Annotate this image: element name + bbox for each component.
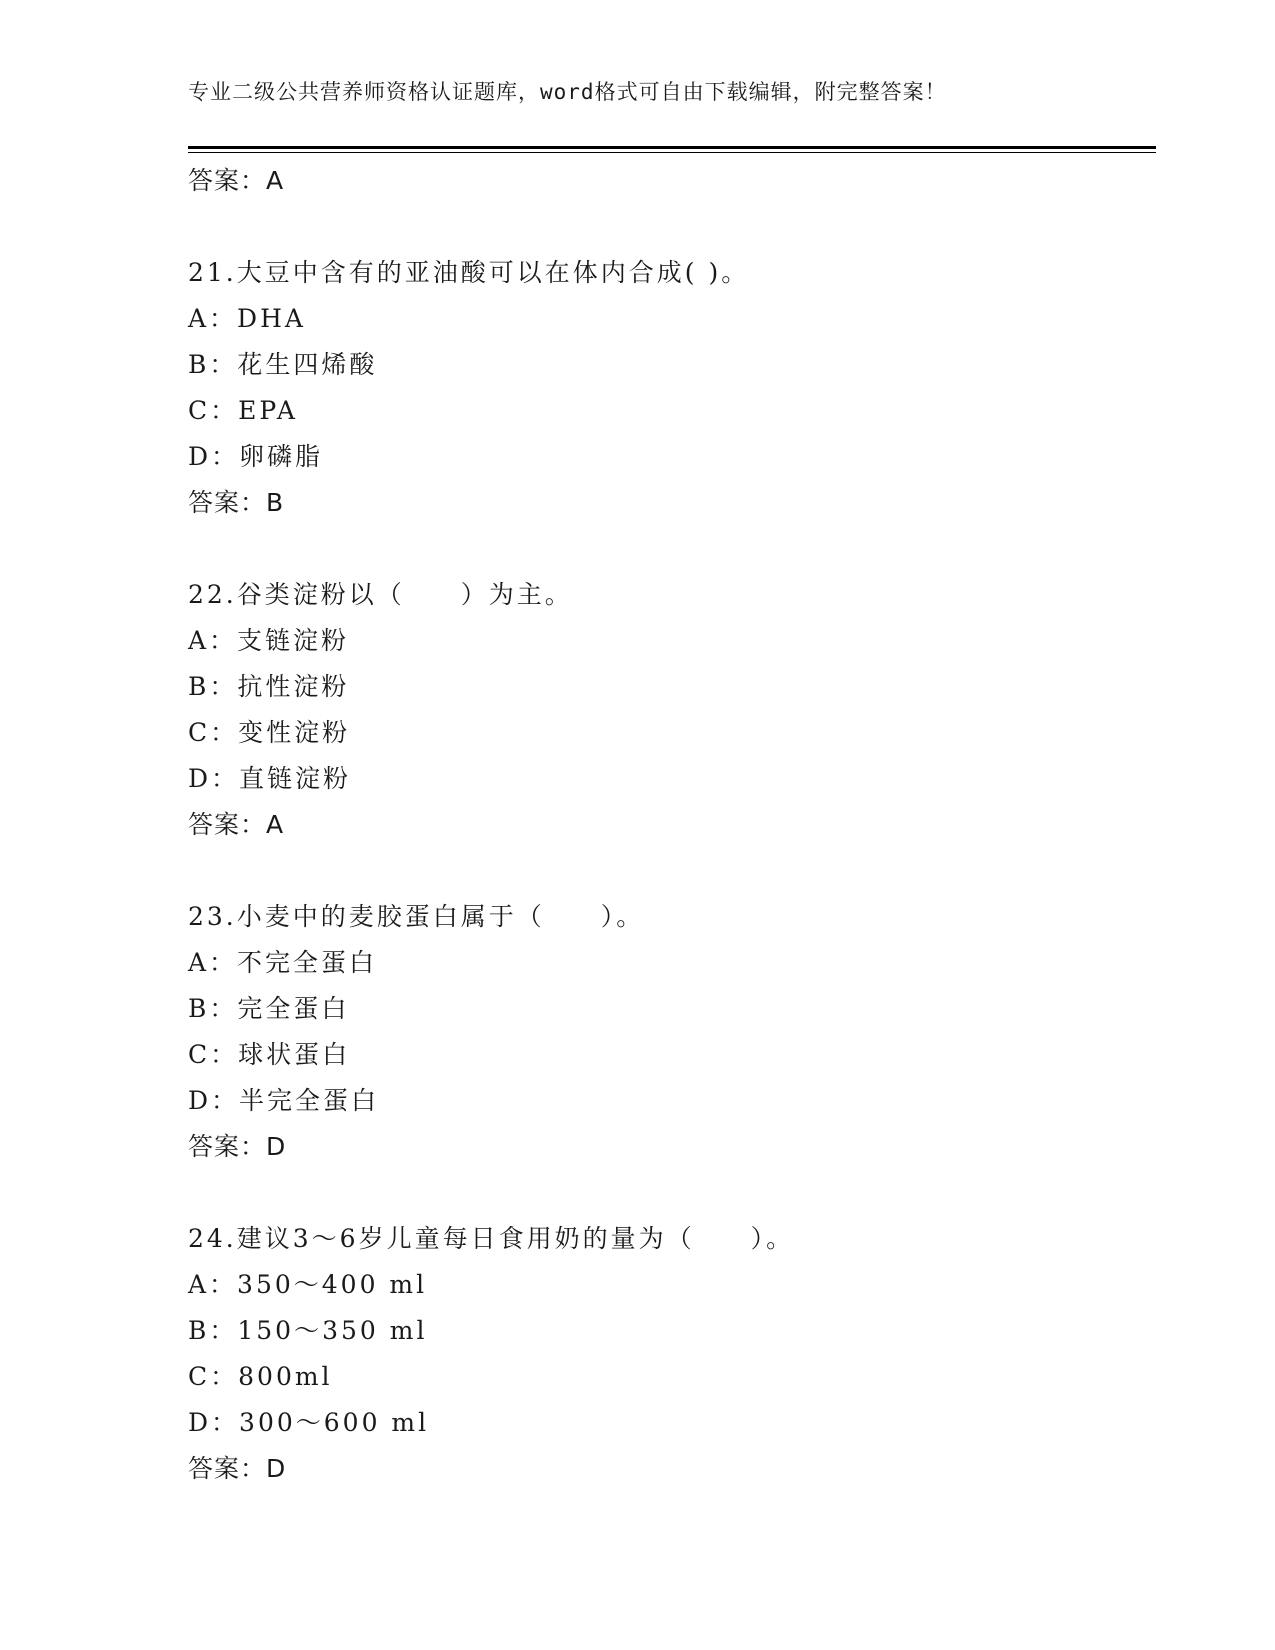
answer-line: 答案：A <box>188 810 285 839</box>
option-c: C：球状蛋白 <box>188 1040 351 1069</box>
option-a: A：350～400 ml <box>188 1270 428 1299</box>
page-header: 专业二级公共营养师资格认证题库，word格式可自由下载编辑，附完整答案！ <box>188 80 947 104</box>
option-d: D：卵磷脂 <box>188 442 324 471</box>
question-stem: 23.小麦中的麦胶蛋白属于（ ）。 <box>188 902 645 931</box>
option-b: B：抗性淀粉 <box>188 672 350 701</box>
option-b: B：150～350 ml <box>188 1316 428 1345</box>
question-list <box>188 158 1156 1492</box>
spacer <box>188 526 1156 572</box>
option-c: C：变性淀粉 <box>188 718 351 747</box>
option-c: C：800ml <box>188 1362 333 1391</box>
option-d: D：300～600 ml <box>188 1408 430 1437</box>
question-stem: 22.谷类淀粉以（ ）为主。 <box>188 580 573 609</box>
spacer <box>188 204 1156 250</box>
question-block <box>188 1216 1156 1492</box>
previous-answer: 答案：A <box>188 166 285 195</box>
answer-line: 答案：D <box>188 1454 287 1483</box>
spacer <box>188 1170 1156 1216</box>
option-a: A：DHA <box>188 304 306 333</box>
question-block <box>188 572 1156 848</box>
spacer <box>188 848 1156 894</box>
option-b: B：花生四烯酸 <box>188 350 378 379</box>
header-rule-thick <box>188 146 1156 149</box>
question-block <box>188 894 1156 1170</box>
header-rule-thin <box>188 152 1156 153</box>
option-d: D：直链淀粉 <box>188 764 352 793</box>
question-stem: 24.建议3～6岁儿童每日食用奶的量为（ ）。 <box>188 1224 795 1253</box>
question-stem: 21.大豆中含有的亚油酸可以在体内合成( )。 <box>188 258 750 287</box>
option-a: A：支链淀粉 <box>188 626 350 655</box>
option-b: B：完全蛋白 <box>188 994 350 1023</box>
answer-line: 答案：B <box>188 488 285 517</box>
option-d: D：半完全蛋白 <box>188 1086 380 1115</box>
answer-line: 答案：D <box>188 1132 287 1161</box>
option-a: A：不完全蛋白 <box>188 948 378 977</box>
question-block <box>188 250 1156 526</box>
option-c: C：EPA <box>188 396 298 425</box>
